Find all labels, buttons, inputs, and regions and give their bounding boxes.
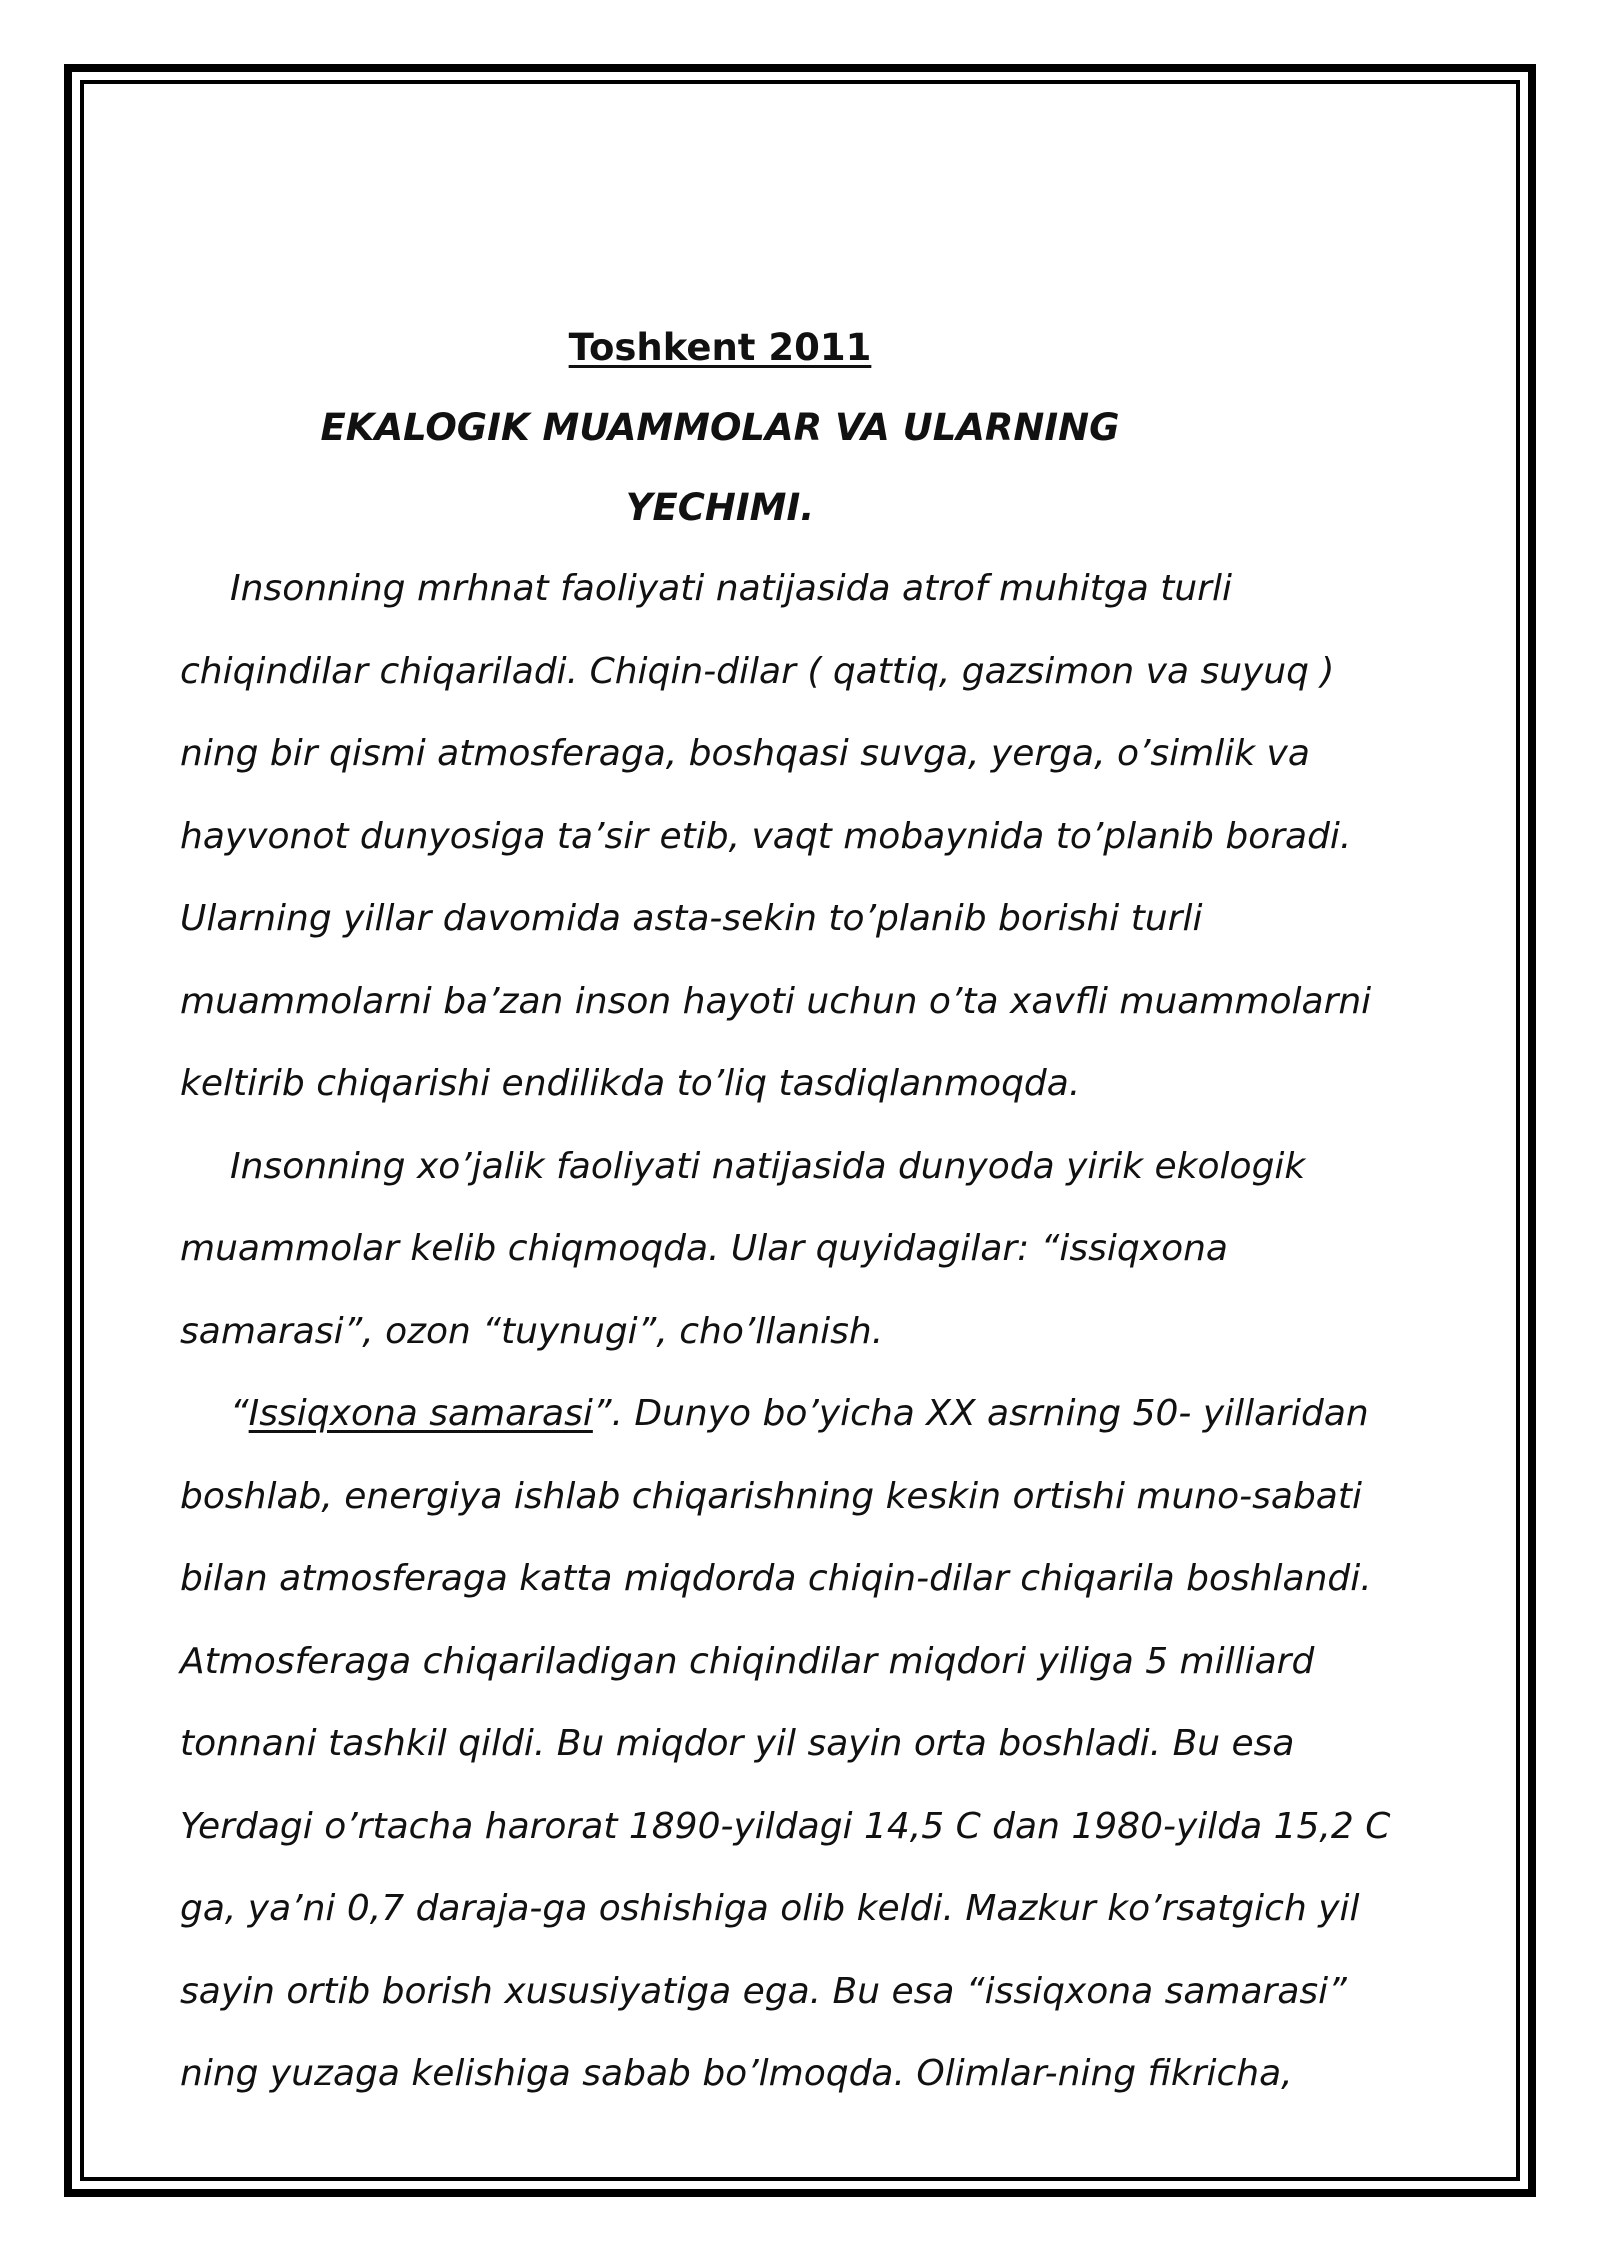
heading-line-2: YECHIMI. [625,486,815,529]
paragraph-line: hayvonot dunyosiga ta’sir etib, vaqt mobaynida to’planib boradi. [180,815,1352,857]
paragraph-line: boshlab, energiya ishlab chiqarishning keskin ortishi muno-sabati [180,1475,1362,1517]
paragraph-1 [180,548,1410,1126]
place-year-text: Toshkent 2011 [568,326,872,369]
paragraph-line: sayin ortib borish xususiyatiga ega. Bu esa “issiqxona samarasi” [180,1970,1347,2012]
paragraph-line: tonnani tashkil qildi. Bu miqdor yil sayin orta boshladi. Bu esa [180,1723,1295,1764]
paragraph-line: keltirib chiqarishi endilikda to’liq tasdiqlanmoqda. [180,1063,1081,1104]
paragraph-line: muammolar kelib chiqmoqda. Ular quyidagilar: “issiqxona [180,1228,1228,1269]
place-year [220,320,1220,376]
open-quote: “ [230,1393,249,1434]
paragraph-3 [180,1373,1410,2116]
paragraph-line: ga, ya’ni 0,7 daraja-ga oshishiga olib keldi. Mazkur ko’rsatgich yil [180,1888,1360,1929]
first-line-rest: ”. Dunyo bo’yicha XX asrning 50- yillaridan [592,1393,1369,1434]
document-body [180,320,1410,2116]
heading-line-1: EKALOGIK MUAMMOLAR VA ULARNING [320,406,1120,449]
paragraph-line: ning bir qismi atmosferaga, boshqasi suvga, yerga, o’simlik va [180,733,1310,774]
paragraph-2 [180,1126,1410,1374]
paragraph-line: ning yuzaga kelishiga sabab bo’lmoqda. Olimlar-ning fikricha, [180,2053,1293,2094]
paragraph-line [180,1373,1410,1456]
paragraph-line: Insonning mrhnat faoliyati natijasida atrof muhitga turli [230,568,1232,609]
paragraph-line: muammolarni ba’zan inson hayoti uchun o’ta xavfli muammolarni [180,980,1372,1022]
paragraph-line: Atmosferaga chiqariladigan chiqindilar miqdori yiliga 5 milliard [180,1640,1315,1682]
paragraph-line: samarasi”, ozon “tuynugi”, cho’llanish. [180,1310,884,1352]
paragraph-line: Ularning yillar davomida asta-sekin to’planib borishi turli [180,898,1203,939]
paragraph-line: Yerdagi o’rtacha harorat 1890-yildagi 14,5 C dan 1980-yilda 15,2 C [180,1805,1391,1847]
paragraph-line: bilan atmosferaga katta miqdorda chiqin-dilar chiqarila boshlandi. [180,1558,1372,1599]
paragraph-line: chiqindilar chiqariladi. Chiqin-dilar ( qattiq, gazsimon va suyuq ) [180,650,1335,692]
paragraph-line: Insonning xo’jalik faoliyati natijasida dunyoda yirik ekologik [230,1145,1306,1187]
underlined-term: Issiqxona samarasi [248,1393,593,1434]
